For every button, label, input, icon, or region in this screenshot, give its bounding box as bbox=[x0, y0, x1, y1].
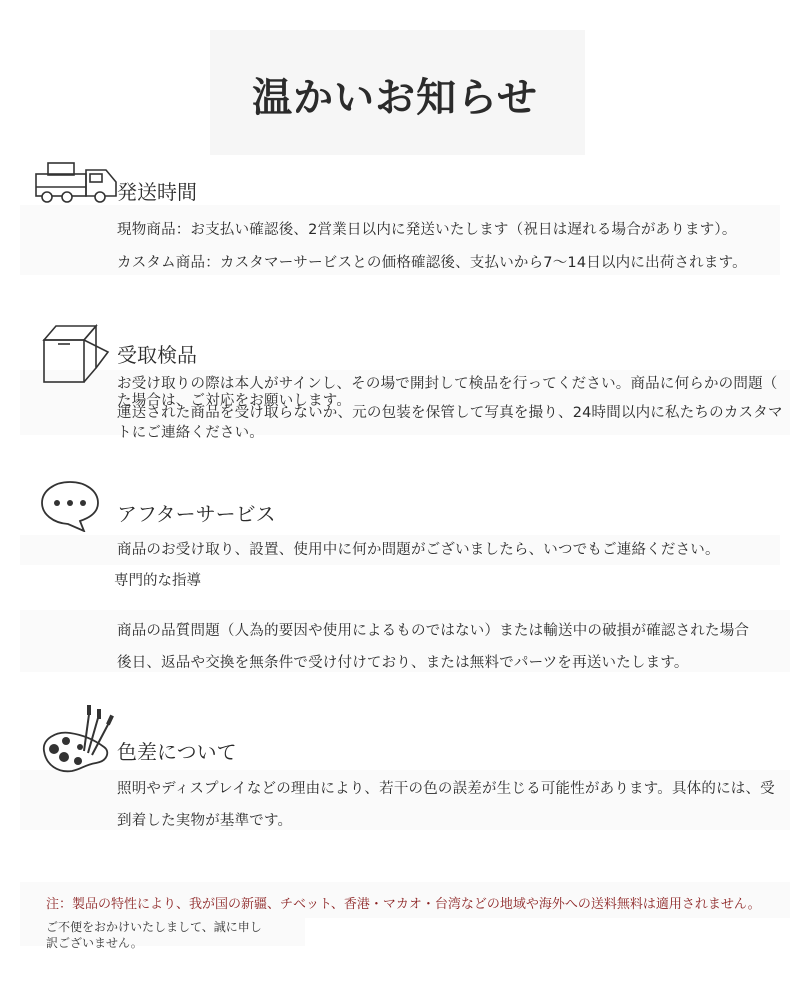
receiving-line-4: トにご連絡ください。 bbox=[117, 425, 264, 441]
color-line-2: 到着した実物が基準です。 bbox=[117, 813, 293, 829]
paint-palette-icon bbox=[40, 703, 116, 775]
section-heading-aftersales: アフターサービス bbox=[117, 502, 276, 526]
section-heading-shipping: 発送時間 bbox=[117, 180, 197, 204]
receiving-line-2: た場合は、ご対応をお願いします。 bbox=[117, 393, 352, 409]
truck-icon bbox=[34, 160, 120, 206]
page-title: 温かいお知らせ bbox=[252, 75, 538, 121]
receiving-line-3: 運送された商品を受け取らないか、元の包装を保管して写真を撮り、24時間以内に私たちのカスタマ bbox=[117, 405, 783, 421]
section-heading-receiving: 受取検品 bbox=[117, 343, 197, 367]
guidance-line-2: 後日、返品や交換を無条件で受け付けており、または無料でパーツを再送いたします。 bbox=[117, 655, 689, 671]
shipping-exclusion-note: 注：製品の特性により、我が国の新疆、チベット、香港・マカオ・台湾などの地域や海外への送料無料は適用されません。 bbox=[46, 897, 761, 912]
guidance-line-1: 商品の品質問題（人為的要因や使用によるものではない）または輸送中の破損が確認された場合 bbox=[117, 623, 750, 639]
apology-note: ご不便をおかけいたしまして、誠に申し訳ございません。 bbox=[46, 920, 262, 950]
box-icon bbox=[40, 322, 110, 386]
color-line-1: 照明やディスプレイなどの理由により、若干の色の誤差が生じる可能性があります。具体的には、受 bbox=[117, 781, 775, 797]
shipping-line-1: 現物商品：お支払い確認後、2営業日以内に発送いたします（祝日は遅れる場合があります）。 bbox=[117, 222, 737, 238]
section-heading-color: 色差について bbox=[117, 740, 237, 764]
shipping-line-2: カスタム商品：カスタマーサービスとの価格確認後、支払いから7〜14日以内に出荷されます。 bbox=[117, 255, 747, 271]
guidance-subheading: 専門的な指導 bbox=[114, 573, 201, 589]
receiving-line-1: お受け取りの際は本人がサインし、その場で開封して検品を行ってください。商品に何らかの問題（ bbox=[117, 376, 778, 392]
chat-bubble-icon bbox=[40, 480, 102, 532]
aftersales-line-1: 商品のお受け取り、設置、使用中に何か問題がございましたら、いつでもご連絡ください。 bbox=[117, 542, 720, 558]
